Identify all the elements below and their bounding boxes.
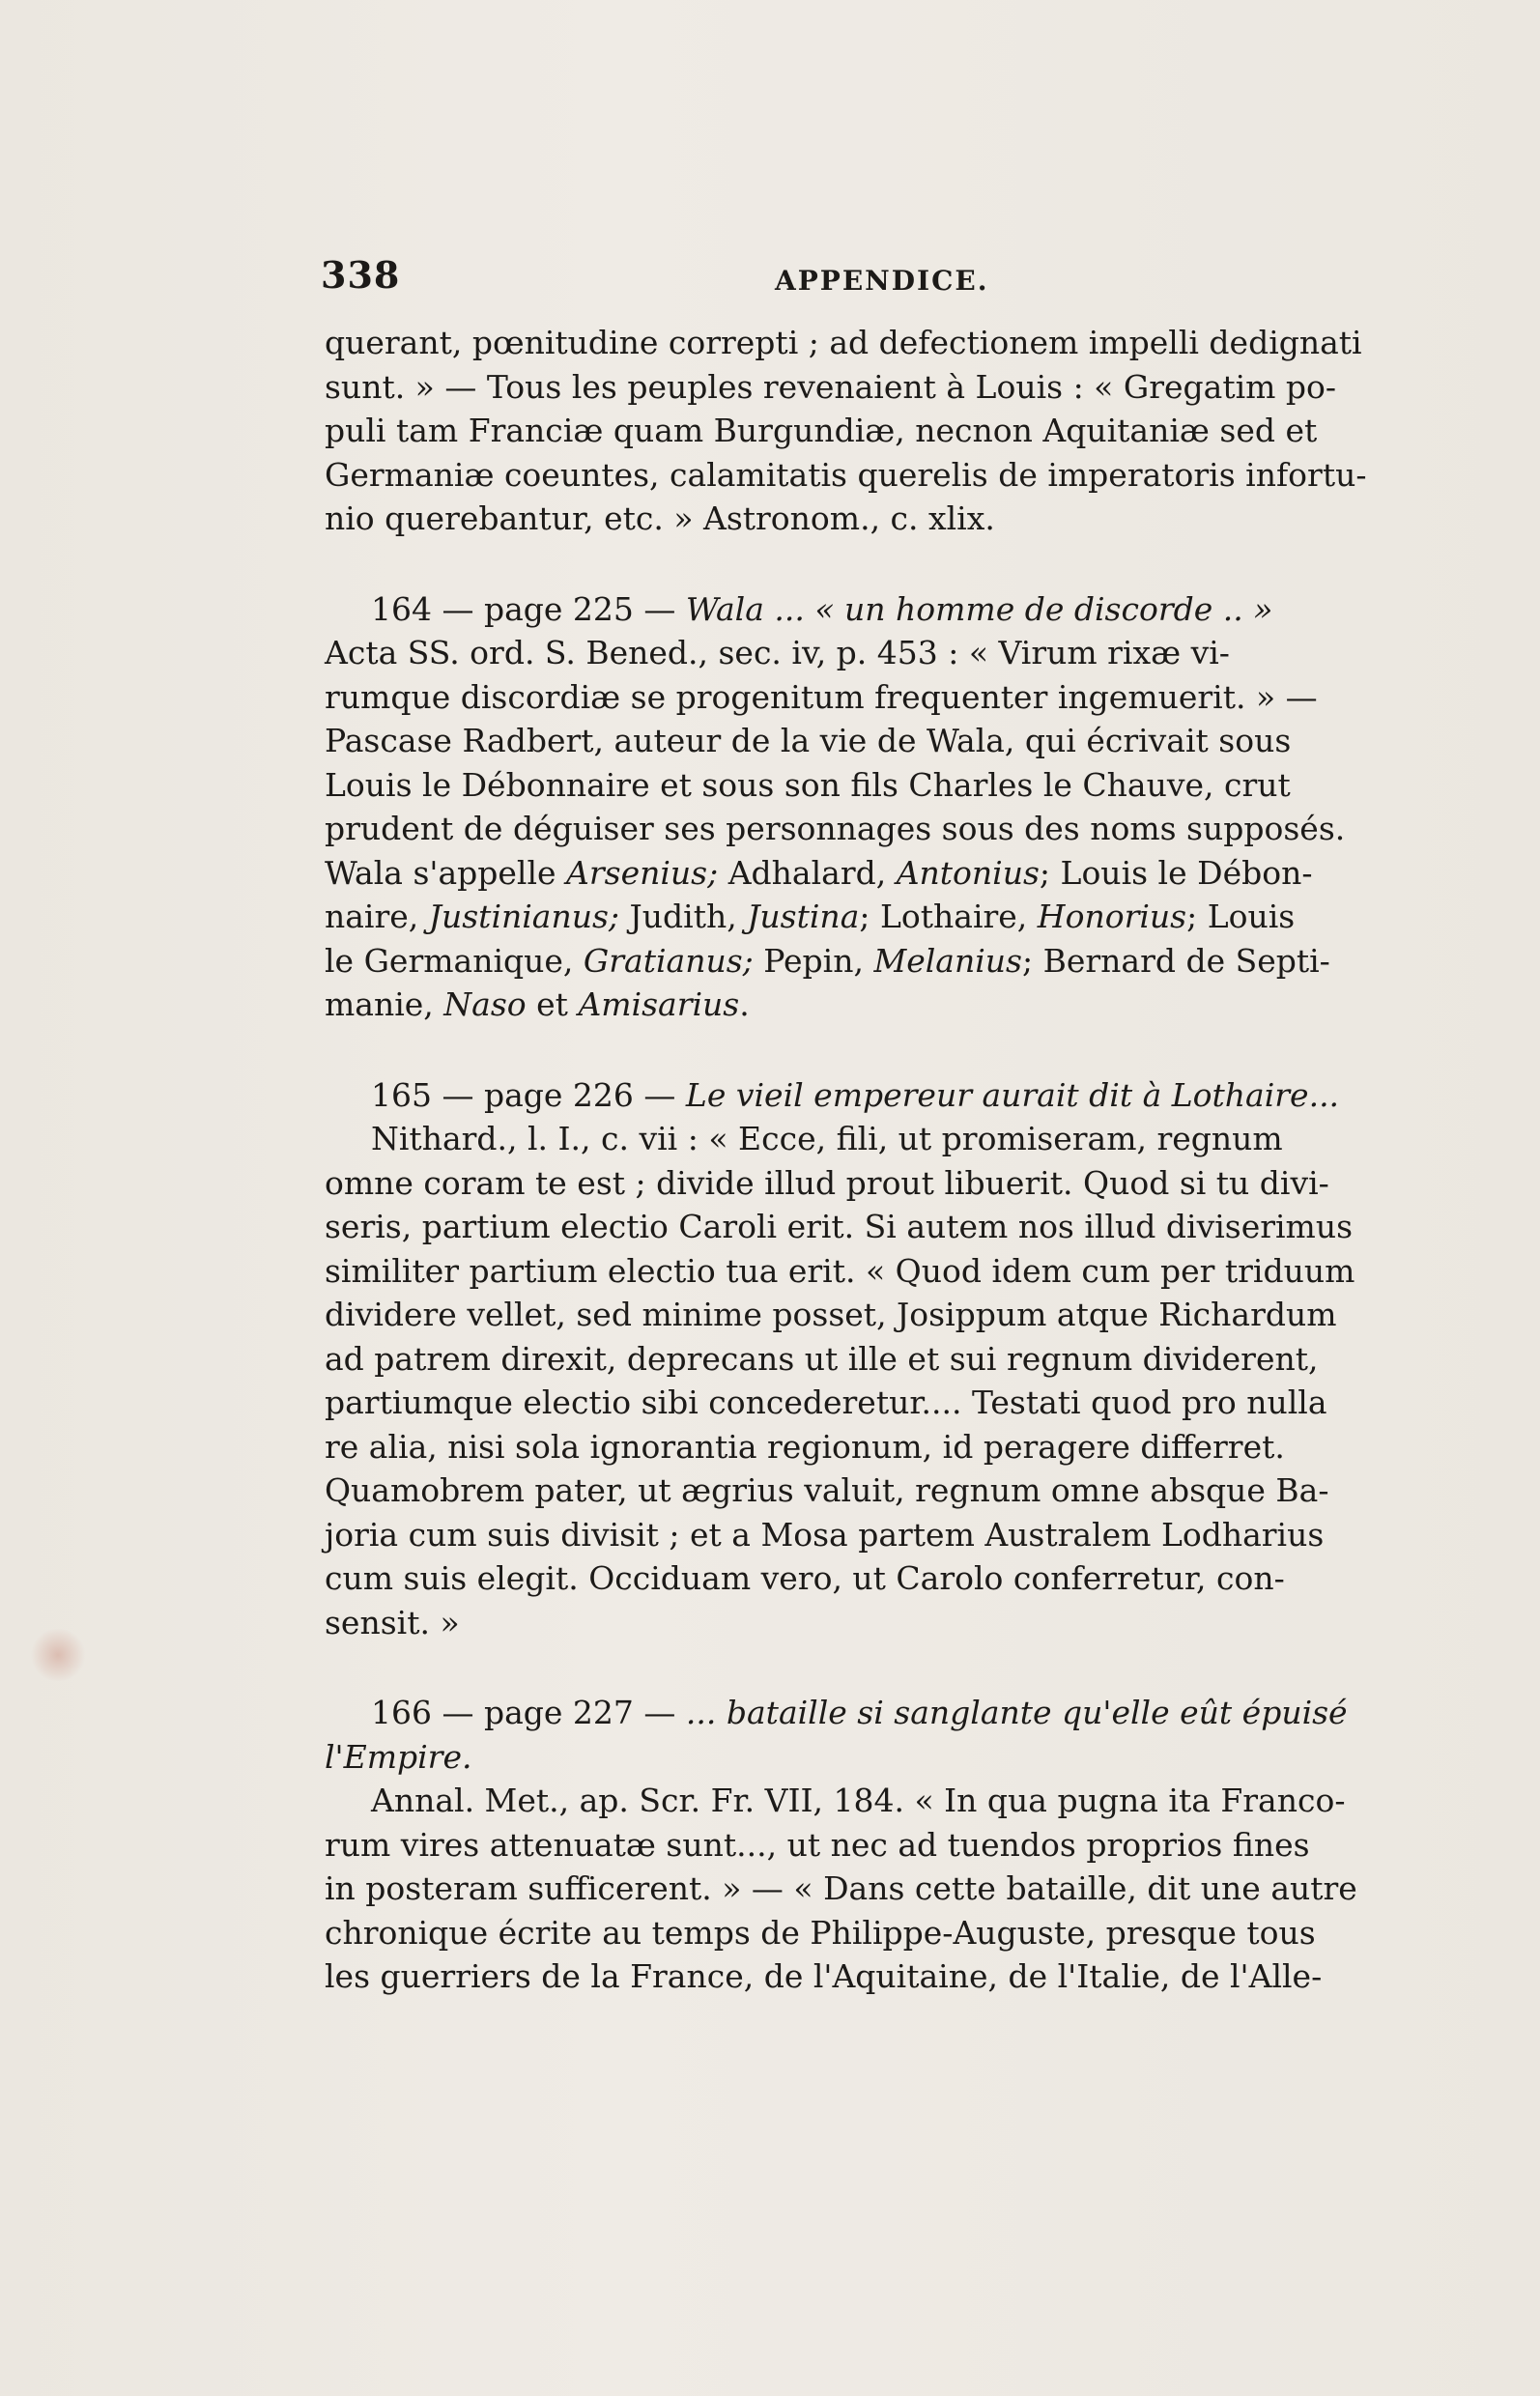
- text-line: re alia, nisi sola ignorantia regionum, id peragere differret.: [325, 1427, 1285, 1466]
- text-line: dividere vellet, sed minime posset, Josippum atque Richardum: [325, 1296, 1337, 1333]
- note-title-continued: l'Empire.: [325, 1737, 472, 1776]
- text-line: rum vires attenuatæ sunt..., ut nec ad tuendos proprios fines: [325, 1825, 1310, 1864]
- text-line: Pascase Radbert, auteur de la vie de Wala, qui écrivait sous: [325, 722, 1292, 759]
- text-line: Wala s'appelle Arsenius; Adhalard, Antonius; Louis le Débon-: [325, 853, 1313, 892]
- page-header: [321, 253, 1432, 301]
- running-title: APPENDICE.: [775, 265, 989, 297]
- text-line: naire, Justinianus; Judith, Justina; Lothaire, Honorius; Louis: [325, 898, 1296, 935]
- note-page-ref: — page 226 —: [442, 1075, 676, 1114]
- text-line: ad patrem direxit, deprecans ut ille et sui regnum dividerent,: [325, 1339, 1319, 1378]
- note-title: Le vieil empereur aurait dit à Lothaire...: [685, 1075, 1340, 1114]
- continuation-paragraph: [325, 321, 1426, 541]
- note-165: [325, 1073, 1426, 1645]
- note-heading: [325, 587, 1426, 632]
- note-page-ref: — page 227 —: [442, 1694, 676, 1731]
- note-page-ref: — page 225 —: [442, 589, 676, 628]
- text-line: nio querebantur, etc. » Astronom., c. xlix.: [325, 499, 995, 537]
- text-line: rumque discordiæ se progenitum frequenter ingemuerit. » —: [325, 677, 1318, 716]
- text-line: Quamobrem pater, ut ægrius valuit, regnum omne absque Ba-: [325, 1471, 1329, 1509]
- note-number: 166: [371, 1694, 432, 1731]
- note-title: Wala ... « un homme de discorde .. »: [685, 589, 1273, 628]
- text-line: prudent de déguiser ses personnages sous des noms supposés.: [325, 810, 1346, 847]
- text-line: le Germanique, Gratianus; Pepin, Melanius; Bernard de Septi-: [325, 941, 1330, 980]
- text-line: partiumque electio sibi concederetur.... Testati quod pro nulla: [325, 1383, 1327, 1421]
- note-number: 165: [371, 1075, 432, 1114]
- text-line: manie, Naso et Amisarius.: [325, 985, 750, 1023]
- text-line: puli tam Franciæ quam Burgundiæ, necnon Aquitaniæ sed et: [325, 412, 1318, 449]
- text-line: sunt. » — Tous les peuples revenaient à Louis : « Gregatim po-: [325, 367, 1337, 406]
- page-body: [325, 321, 1426, 1999]
- text-line: chronique écrite au temps de Philippe-Auguste, presque tous: [325, 1913, 1316, 1952]
- text-line: in posteram sufficerent. » — « Dans cette bataille, dit une autre: [325, 1869, 1357, 1907]
- note-166: [325, 1691, 1426, 1999]
- text-line: Annal. Met., ap. Scr. Fr. VII, 184. « In qua pugna ita Franco-: [371, 1782, 1346, 1819]
- text-line: Louis le Débonnaire et sous son fils Charles le Chauve, crut: [325, 765, 1291, 804]
- note-164: [325, 587, 1426, 1027]
- text-line: seris, partium electio Caroli erit. Si autem nos illud diviserimus: [325, 1208, 1354, 1245]
- text-line: similiter partium electio tua erit. « Quod idem cum per triduum: [325, 1251, 1355, 1290]
- note-heading: [325, 1073, 1426, 1118]
- note-title: ... bataille si sanglante qu'elle eût épuisé: [685, 1694, 1348, 1731]
- text-line: omne coram te est ; divide illud prout libuerit. Quod si tu divi-: [325, 1163, 1329, 1202]
- page-number: 338: [321, 253, 401, 297]
- text-line: cum suis elegit. Occiduam vero, ut Carolo conferretur, con-: [325, 1559, 1285, 1597]
- text-line: les guerriers de la France, de l'Aquitaine, de l'Italie, de l'Alle-: [325, 1957, 1323, 1995]
- note-heading: [325, 1691, 1426, 1735]
- text-line: Nithard., l. I., c. vii : « Ecce, fili, ut promiseram, regnum: [371, 1120, 1283, 1157]
- text-line: Acta SS. ord. S. Bened., sec. iv, p. 453 : « Virum rixæ vi-: [325, 634, 1230, 671]
- text-line: querant, pœnitudine correpti ; ad defectionem impelli dedignati: [325, 324, 1362, 361]
- text-line: sensit. »: [325, 1603, 460, 1641]
- text-line: joria cum suis divisit ; et a Mosa partem Australem Lodharius: [325, 1515, 1325, 1554]
- paper-stain: [29, 1629, 87, 1681]
- note-number: 164: [371, 589, 432, 628]
- text-line: Germaniæ coeuntes, calamitatis querelis de imperatoris infortu-: [325, 455, 1367, 494]
